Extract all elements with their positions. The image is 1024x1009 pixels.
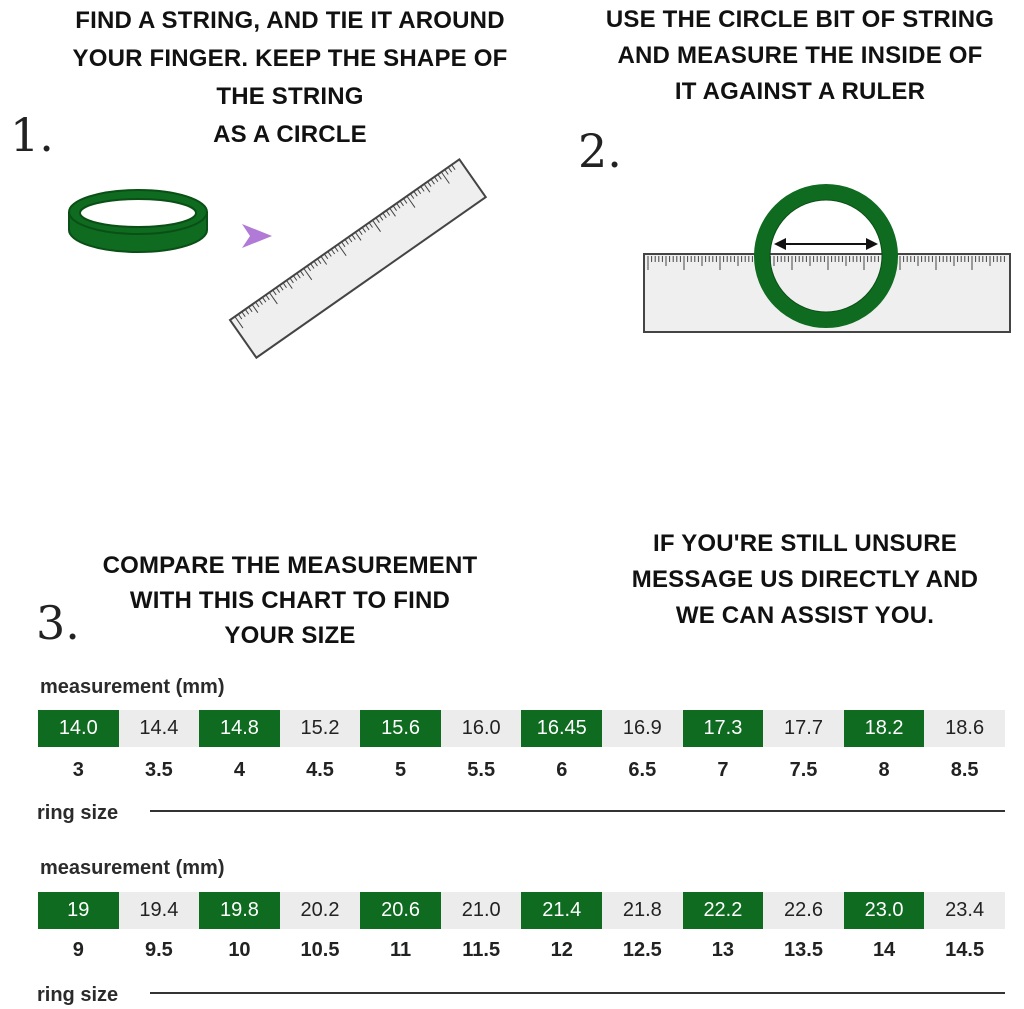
ring-size-cell: 6.5	[628, 758, 657, 781]
measurement-cell: 22.6	[763, 892, 844, 929]
ring-size-cell: 4	[233, 758, 245, 781]
ruler-angled-illustration	[222, 158, 482, 358]
ring-size-cell: 5.5	[467, 758, 496, 781]
measurement-cell: 15.2	[280, 710, 361, 747]
measurement-cell: 14.4	[119, 710, 200, 747]
ring-size-cell: 6	[556, 758, 568, 781]
ring-size-cell: 14	[872, 938, 896, 961]
step3-instructions	[80, 548, 500, 653]
step2-line-1: USE THE CIRCLE BIT OF STRING	[605, 6, 995, 33]
ring-size-row	[38, 754, 1005, 786]
measurement-cell: 21.0	[441, 892, 522, 929]
ring-size-cell: 4.5	[306, 758, 334, 781]
measurement-cell: 14.8	[199, 710, 280, 747]
help-line-2: MESSAGE US DIRECTLY AND	[631, 566, 979, 593]
measurement-cell: 20.2	[280, 892, 361, 929]
help-line-1: IF YOU'RE STILL UNSURE	[653, 530, 957, 557]
ring-size-cell: 10.5	[300, 938, 340, 961]
ring-size-cell: 14.5	[945, 938, 985, 961]
measurement-label: measurement (mm)	[40, 857, 225, 879]
ruler-measure-illustration	[640, 178, 1012, 338]
measurement-row	[38, 710, 1005, 747]
measurement-cell: 23.0	[844, 892, 925, 929]
measurement-cell: 15.6	[360, 710, 441, 747]
ring-size-cell: 8	[878, 758, 890, 781]
step3-line-2: WITH THIS CHART TO FIND	[129, 587, 451, 614]
measurement-cell: 17.3	[683, 710, 764, 747]
ring-size-cell: 13	[711, 938, 735, 961]
step1-line-4: AS A CIRCLE	[213, 121, 367, 148]
ring-size-divider	[150, 992, 1005, 994]
measurement-cell: 19.4	[119, 892, 200, 929]
measurement-cell: 18.6	[924, 710, 1005, 747]
ring-size-divider	[150, 810, 1005, 812]
ring-size-cell: 13.5	[784, 938, 823, 961]
ring-size-label: ring size	[37, 984, 119, 1006]
string-ring-illustration	[64, 182, 214, 262]
measurement-cell: 16.9	[602, 710, 683, 747]
step3-line-1: COMPARE THE MEASUREMENT	[102, 552, 478, 579]
ring-size-cell: 8.5	[950, 758, 979, 781]
ring-size-cell: 12.5	[622, 938, 662, 961]
help-line-3: WE CAN ASSIST YOU.	[675, 602, 935, 629]
step2-instructions	[560, 2, 1024, 110]
measurement-cell: 22.2	[683, 892, 764, 929]
step1-line-1: FIND A STRING, AND TIE IT AROUND	[75, 7, 505, 34]
measurement-cell: 16.45	[521, 710, 602, 747]
measurement-cell: 16.0	[441, 710, 522, 747]
step1-line-3: THE STRING	[216, 83, 364, 110]
help-message	[600, 526, 1010, 634]
ring-size-cell: 3.5	[144, 758, 173, 781]
step1-number: 1.	[10, 108, 54, 162]
step2-line-2: AND MEASURE THE INSIDE OF	[617, 42, 983, 69]
measurement-cell: 21.8	[602, 892, 683, 929]
step1-line-2: YOUR FINGER. KEEP THE SHAPE OF	[72, 45, 508, 72]
step2-line-3: IT AGAINST A RULER	[674, 78, 926, 105]
measurement-cell: 20.6	[360, 892, 441, 929]
measurement-label: measurement (mm)	[40, 676, 225, 698]
measurement-cell: 23.4	[924, 892, 1005, 929]
step3-number: 3.	[36, 596, 80, 650]
step1-instructions	[40, 2, 540, 154]
ring-size-cell: 3	[72, 758, 84, 781]
measurement-cell: 17.7	[763, 710, 844, 747]
ring-size-cell: 7	[717, 758, 729, 781]
step2-number: 2.	[578, 124, 622, 178]
ring-size-cell: 12	[550, 938, 573, 961]
measurement-cell: 14.0	[38, 710, 119, 747]
ring-size-cell: 11	[390, 938, 412, 961]
measurement-cell: 21.4	[521, 892, 602, 929]
measurement-cell: 19	[38, 892, 119, 929]
measurement-cell: 18.2	[844, 710, 925, 747]
ring-size-cell: 7.5	[789, 758, 818, 781]
measurement-row	[38, 892, 1005, 929]
step3-line-3: YOUR SIZE	[224, 622, 356, 649]
ring-size-row	[38, 934, 1005, 966]
measurement-cell: 19.8	[199, 892, 280, 929]
ring-size-cell: 11.5	[462, 938, 501, 961]
ring-size-cell: 9.5	[144, 938, 173, 961]
ring-size-cell: 9	[72, 938, 84, 961]
ring-size-label: ring size	[37, 802, 119, 824]
ring-size-cell: 5	[395, 758, 407, 781]
ring-size-cell: 10	[228, 938, 251, 961]
